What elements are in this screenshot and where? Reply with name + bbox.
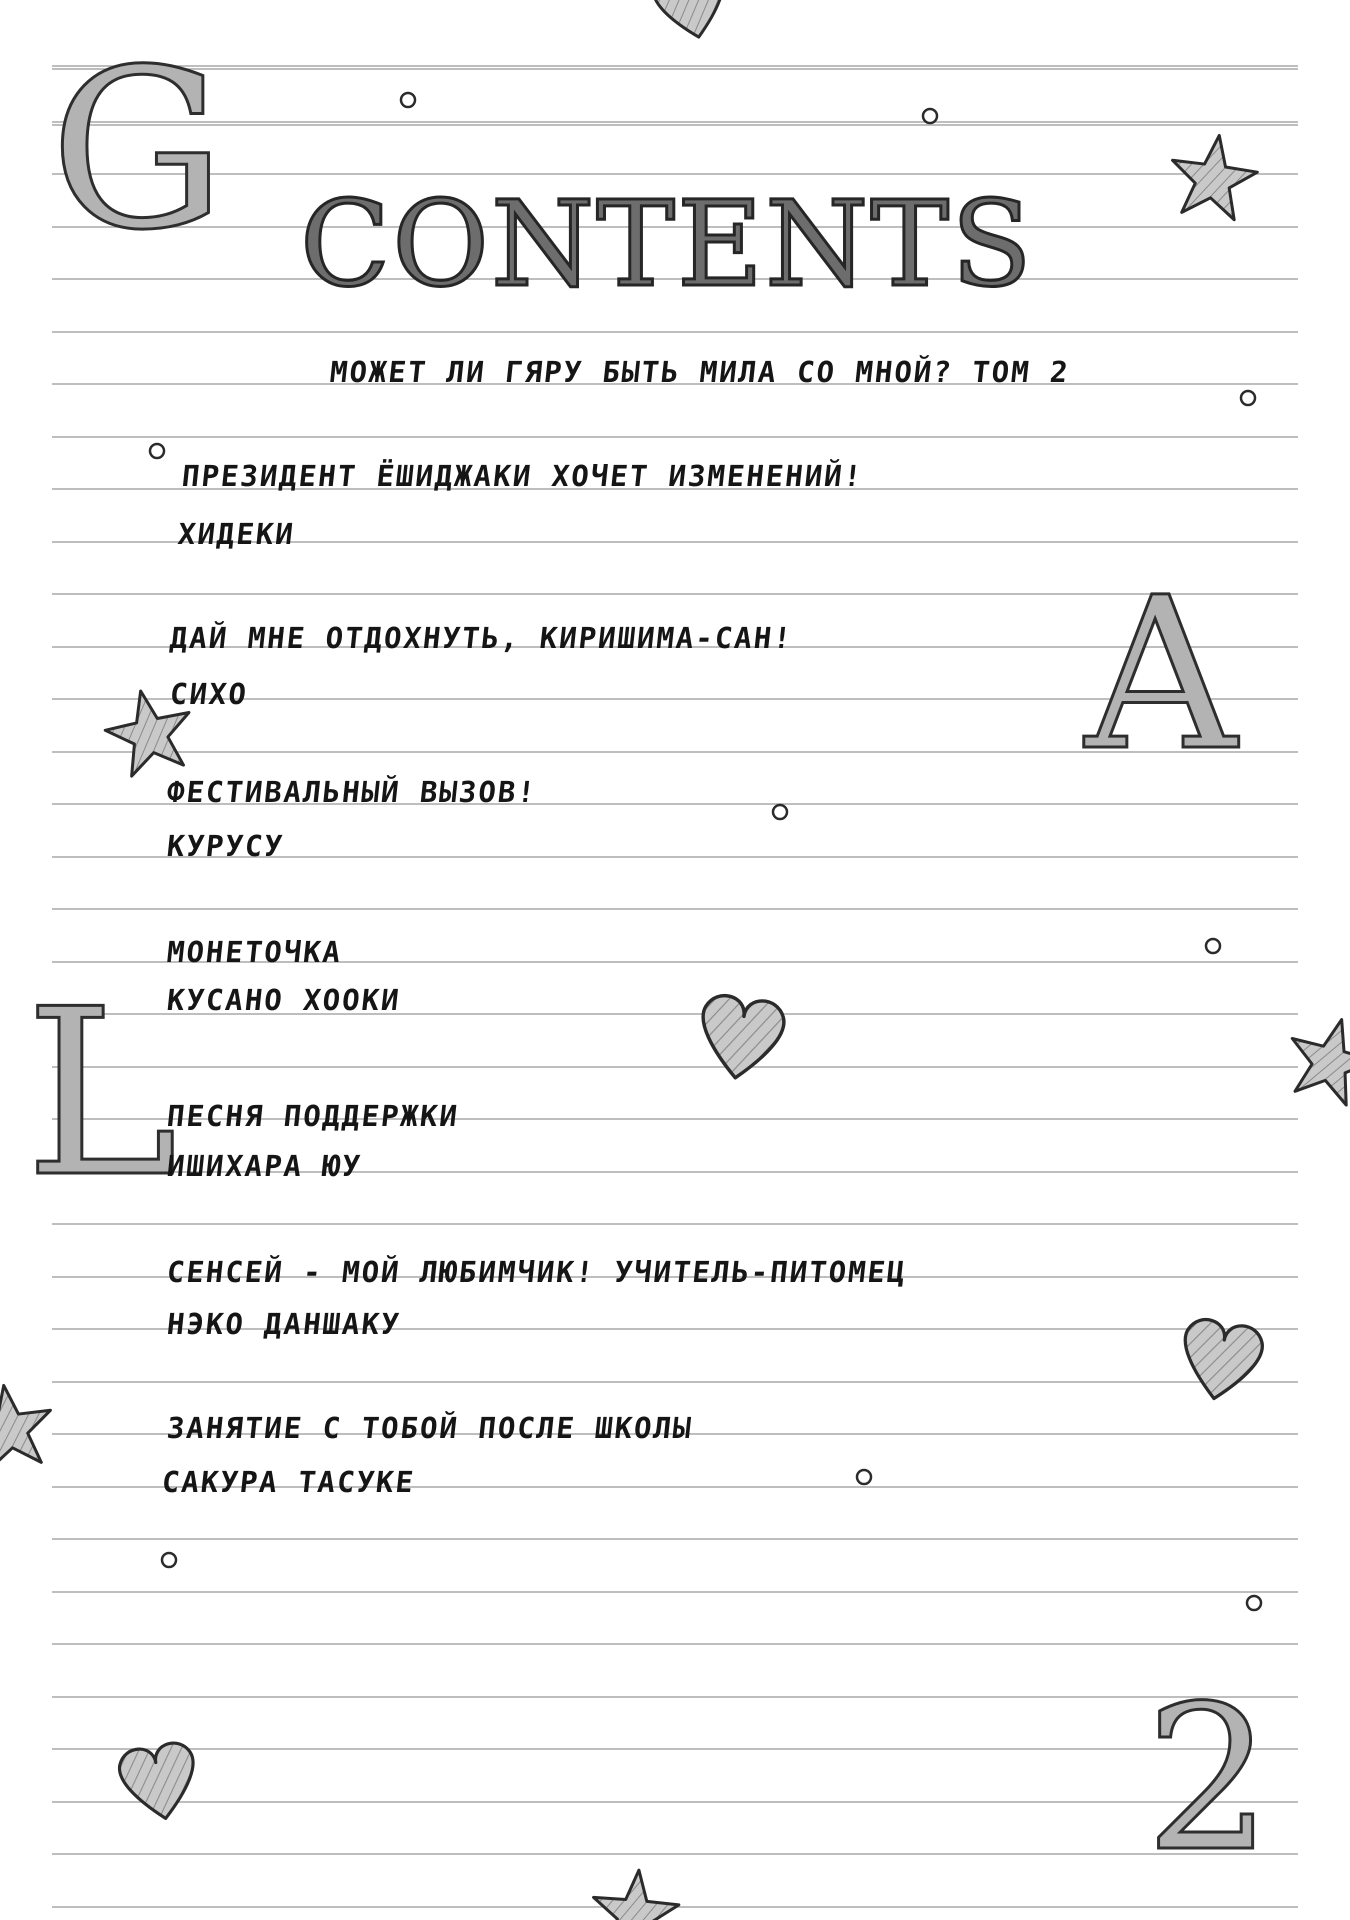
heart-icon [1176, 1316, 1266, 1405]
star-icon [1166, 129, 1262, 222]
dot-icon [1241, 391, 1255, 405]
chapter-author: ХИДЕКИ [176, 517, 297, 551]
chapter-title: ДАЙ МНЕ ОТДОХНУТЬ, КИРИШИМА-САН! [168, 621, 795, 655]
chapter-title: ПРЕЗИДЕНТ ЁШИДЖАКИ ХОЧЕТ ИЗМЕНЕНИЙ! [180, 459, 865, 493]
dot-icon [150, 444, 164, 458]
chapter-title: ПЕСНЯ ПОДДЕРЖКИ [165, 1099, 461, 1133]
page-title: CONTENTS [300, 175, 1034, 313]
dot-icon [923, 109, 937, 123]
dot-icon [1247, 1596, 1261, 1610]
decorative-letter-a: A [1085, 552, 1237, 797]
heart-icon [695, 993, 786, 1084]
chapter-author: СИХО [168, 677, 250, 711]
chapter-author: ИШИХАРА ЮУ [165, 1149, 364, 1183]
decorative-letter-l: L [25, 961, 178, 1228]
chapter-title: МОНЕТОЧКА [165, 935, 344, 969]
heart-icon [650, 0, 733, 44]
dot-icon [401, 93, 415, 107]
decorative-letter-g: G [50, 22, 226, 278]
chapter-title: СЕНСЕЙ - МОЙ ЛЮБИМЧИК! УЧИТЕЛЬ-ПИТОМЕЦ [165, 1255, 909, 1289]
chapter-title: ЗАНЯТИЕ С ТОБОЙ ПОСЛЕ ШКОЛЫ [165, 1411, 695, 1445]
volume-subtitle: МОЖЕТ ЛИ ГЯРУ БЫТЬ МИЛА СО МНОЙ? ТОМ 2 [328, 355, 1072, 389]
dot-icon [1206, 939, 1220, 953]
star-icon [589, 1866, 681, 1920]
dot-icon [857, 1470, 871, 1484]
star-icon [1279, 1008, 1350, 1109]
star-icon [0, 1379, 57, 1472]
heart-icon [116, 1740, 202, 1825]
chapter-author: САКУРА ТАСУКЕ [160, 1465, 417, 1499]
chapter-title: ФЕСТИВАЛЬНЫЙ ВЫЗОВ! [165, 775, 539, 809]
volume-number: 2 [1145, 1663, 1273, 1896]
chapter-author: КУСАНО ХООКИ [165, 983, 403, 1017]
chapter-author: КУРУСУ [165, 829, 286, 863]
dot-icon [162, 1553, 176, 1567]
dot-icon [773, 805, 787, 819]
chapter-author: НЭКО ДАНШАКУ [165, 1307, 403, 1341]
